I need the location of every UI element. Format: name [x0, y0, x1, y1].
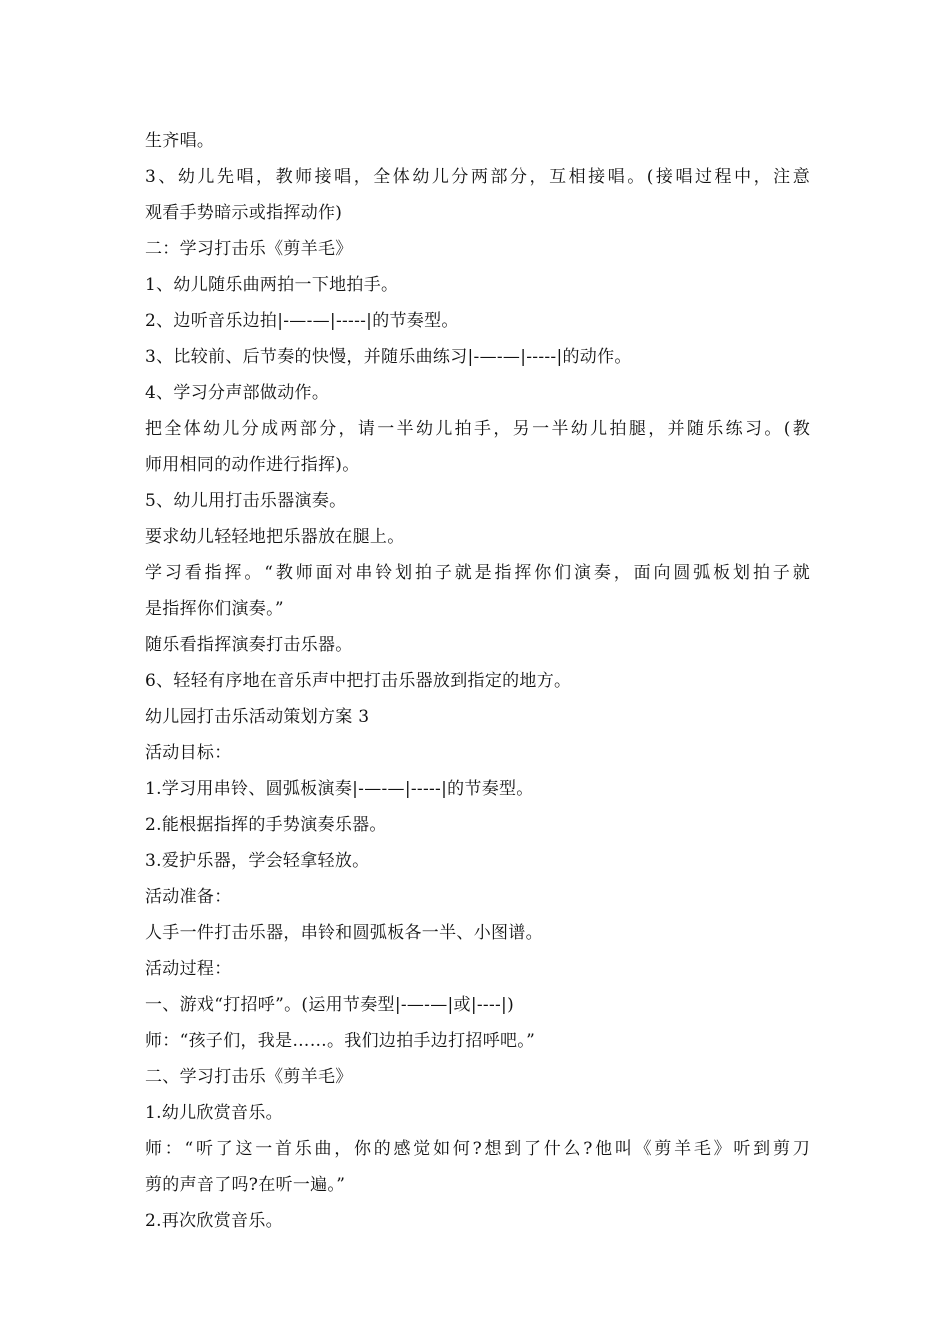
text-line: 学习看指挥。“教师面对串铃划拍子就是指挥你们演奏，面向圆弧板划拍子就: [145, 563, 810, 583]
text-line: 是指挥你们演奏。”: [145, 599, 284, 619]
text-line: 要求幼儿轻轻地把乐器放在腿上。: [145, 527, 405, 547]
text-line: 把全体幼儿分成两部分，请一半幼儿拍手，另一半幼儿拍腿，并随乐练习。(教: [145, 419, 810, 439]
text-line: 二：学习打击乐《剪羊毛》: [145, 239, 353, 259]
text-line: 二、学习打击乐《剪羊毛》: [145, 1067, 353, 1087]
text-line: 人手一件打击乐器，串铃和圆弧板各一半、小图谱。: [145, 923, 543, 943]
text-line: 随乐看指挥演奏打击乐器。: [145, 635, 353, 655]
text-line: 1、幼儿随乐曲两拍一下地拍手。: [145, 275, 399, 295]
text-line: 3、幼儿先唱，教师接唱，全体幼儿分两部分，互相接唱。(接唱过程中，注意: [145, 167, 810, 187]
document-body: [145, 123, 810, 1239]
text-line: 一、游戏“打招呼”。(运用节奏型|-—-—|或|----|): [145, 995, 515, 1015]
text-line: 活动准备：: [145, 887, 232, 907]
text-line: 2.再次欣赏音乐。: [145, 1211, 283, 1231]
text-line: 4、学习分声部做动作。: [145, 383, 330, 403]
text-line: 3、比较前、后节奏的快慢，并随乐曲练习|-—-—|-----|的动作。: [145, 347, 632, 367]
text-line: 师：“听了这一首乐曲，你的感觉如何?想到了什么?他叫《剪羊毛》听到剪刀: [145, 1139, 810, 1159]
text-line: 5、幼儿用打击乐器演奏。: [145, 491, 347, 511]
text-line: 活动目标：: [145, 743, 232, 763]
text-line: 剪的声音了吗?在听一遍。”: [145, 1175, 346, 1195]
text-line: 观看手势暗示或指挥动作): [145, 203, 343, 223]
text-line: 生齐唱。: [145, 131, 215, 151]
text-line: 师：“孩子们，我是……。我们边拍手边打招呼吧。”: [145, 1031, 536, 1051]
text-line: 活动过程：: [145, 959, 232, 979]
text-line: 1.学习用串铃、圆弧板演奏|-—-—|-----|的节奏型。: [145, 779, 534, 799]
text-line: 2.能根据指挥的手势演奏乐器。: [145, 815, 387, 835]
text-line: 6、轻轻有序地在音乐声中把打击乐器放到指定的地方。: [145, 671, 572, 691]
text-line: 2、边听音乐边拍|-—-—|-----|的节奏型。: [145, 311, 459, 331]
text-line: 幼儿园打击乐活动策划方案 3: [145, 707, 370, 727]
text-line: 师用相同的动作进行指挥)。: [145, 455, 360, 475]
text-line: 1.幼儿欣赏音乐。: [145, 1103, 283, 1123]
text-line: 3.爱护乐器，学会轻拿轻放。: [145, 851, 370, 871]
